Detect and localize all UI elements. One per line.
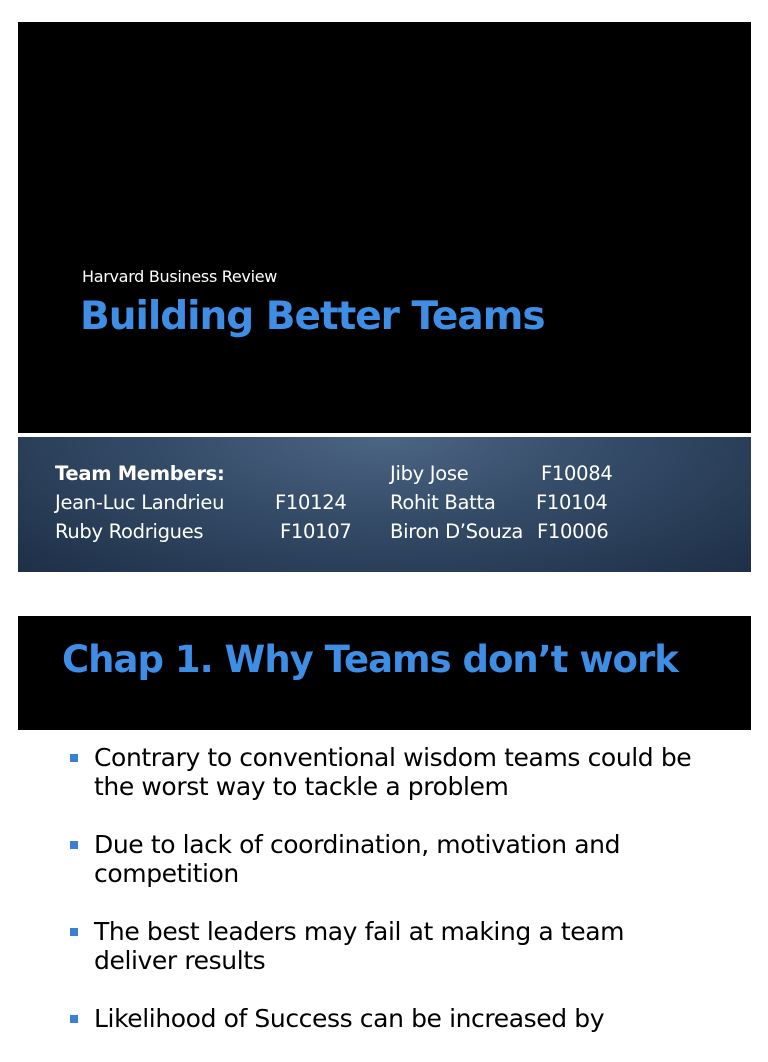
square-bullet-icon — [70, 1015, 78, 1023]
list-item — [70, 917, 710, 975]
square-bullet-icon — [70, 754, 78, 762]
title-slide — [18, 22, 751, 433]
list-item — [70, 1004, 710, 1033]
member-id: F10124 — [275, 491, 347, 514]
square-bullet-icon — [70, 928, 78, 936]
bullet-text: Due to lack of coordination, motivation and competition — [94, 830, 621, 888]
team-members-band — [18, 437, 751, 572]
member-id: F10104 — [536, 491, 608, 514]
member-name: Rohit Batta — [390, 491, 496, 514]
member-name: Biron D’Souza — [390, 520, 524, 543]
bullet-text: Contrary to conventional wisdom teams could be the worst way to tackle a problem — [94, 743, 692, 801]
member-name: Jiby Jose — [390, 462, 469, 485]
member-id: F10107 — [280, 520, 352, 543]
bullet-list — [70, 743, 710, 1062]
member-id: F10006 — [537, 520, 609, 543]
list-item — [70, 743, 710, 801]
bullet-text: The best leaders may fail at making a team deliver results — [94, 917, 625, 975]
slide-title: Building Better Teams — [80, 294, 545, 339]
member-name: Jean-Luc Landrieu — [55, 491, 225, 514]
chapter-header — [18, 616, 751, 730]
member-name: Ruby Rodrigues — [55, 520, 204, 543]
team-members-heading: Team Members: — [55, 462, 225, 485]
list-item — [70, 830, 710, 888]
slide-subtitle: Harvard Business Review — [82, 267, 278, 286]
chapter-title: Chap 1. Why Teams don’t work — [62, 638, 678, 681]
member-id: F10084 — [541, 462, 613, 485]
square-bullet-icon — [70, 841, 78, 849]
bullet-text: Likelihood of Success can be increased by — [94, 1004, 605, 1033]
